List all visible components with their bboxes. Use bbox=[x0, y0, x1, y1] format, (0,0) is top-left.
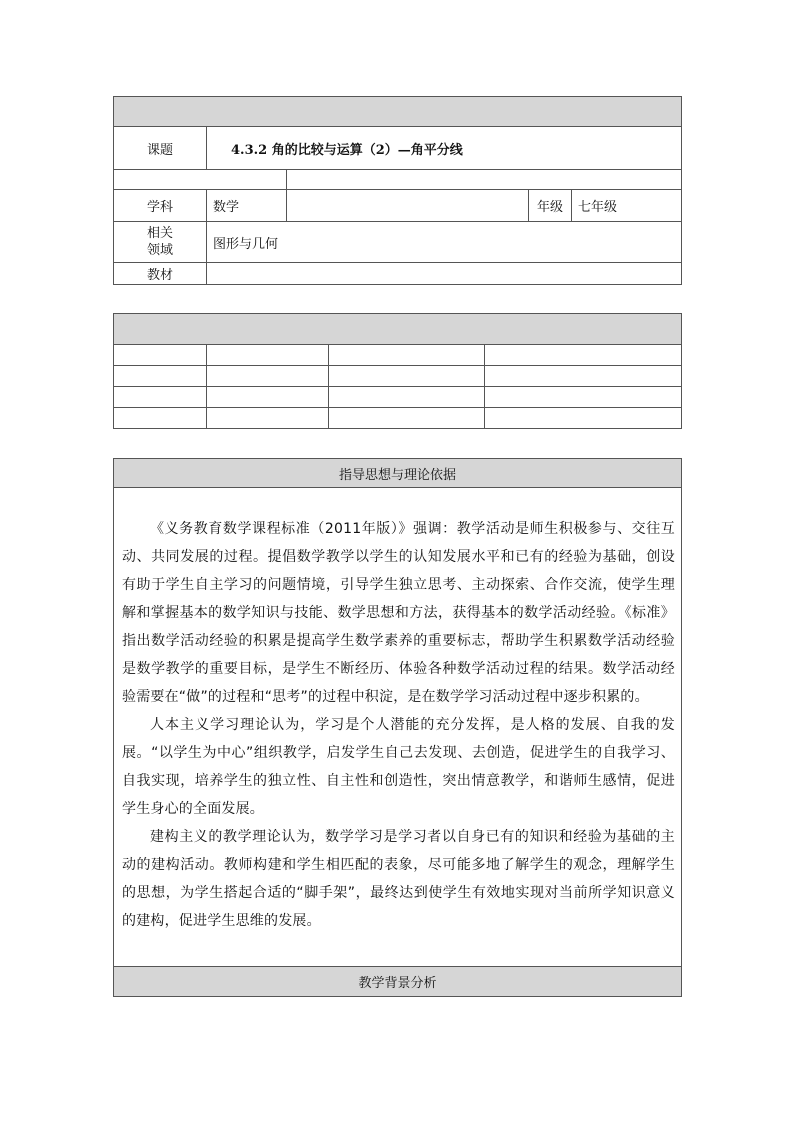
domain-value: 图形与几何 bbox=[207, 222, 682, 263]
table-row bbox=[114, 345, 682, 366]
guiding-heading: 指导思想与理论依据 bbox=[114, 459, 682, 488]
lesson-title: 4.3.2 角的比较与运算（2）—角平分线 bbox=[207, 127, 682, 170]
table-row bbox=[114, 408, 682, 429]
paragraph-constructivism: 建构主义的教学理论认为，数学学习是学习者以自身已有的知识和经验为基础的主动的建构活动。教师构建和学生相匹配的表象，尽可能多地了解学生的观念，理解学生的思想，为学生搭起合适的“脚手架”，最终达到使学生有效地实现对当前所学知识意义的建构，促进学生思维的发展。 bbox=[122, 829, 675, 929]
subject-value: 数学 bbox=[207, 190, 287, 222]
background-analysis-heading: 教学背景分析 bbox=[114, 967, 682, 997]
domain-label-line1: 相关 bbox=[146, 226, 173, 241]
subject-label: 学科 bbox=[114, 190, 207, 222]
info-header-bar bbox=[114, 97, 682, 127]
guiding-thought-table bbox=[113, 458, 682, 997]
table-row bbox=[114, 366, 682, 387]
grade-label: 年级 bbox=[529, 190, 572, 222]
blank-cell bbox=[114, 170, 287, 190]
guiding-body bbox=[114, 488, 682, 967]
paragraph-humanism: 人本主义学习理论认为，学习是个人潜能的充分发挥，是人格的发展、自我的发展。“以学生为中心”组织教学，启发学生自己去发现、去创造，促进学生的自我学习、自我实现，培养学生的独立性、自主性和创造性，突出情意教学，和谐师生感情，促进学生身心的全面发展。 bbox=[122, 717, 675, 817]
blank-cell bbox=[287, 190, 529, 222]
blank-cell bbox=[287, 170, 682, 190]
lesson-label: 课题 bbox=[114, 127, 207, 170]
table-row bbox=[114, 387, 682, 408]
lesson-info-table bbox=[113, 96, 682, 285]
textbook-label: 教材 bbox=[114, 263, 207, 285]
paragraph-standard: 《义务教育数学课程标准（2011年版）》强调：教学活动是师生积极参与、交往互动、共同发展的过程。提倡数学教学以学生的认知发展水平和已有的经验为基础，创设有助于学生自主学习的问题情境，引导学生独立思考、主动探索、合作交流，使学生理解和掌握基本的数学知识与技能、数学思想和方法，获得基本的数学活动经验。《标准》指出数学活动经验的积累是提高学生数学素养的重要标志，帮助学生积累数学活动经验是数学教学的重要目标，是学生不断经历、体验各种数学活动过程的结果。数学活动经验需要在“做”的过程和“思考”的过程中积淀，是在数学学习活动过程中逐步积累的。 bbox=[122, 521, 675, 705]
domain-label bbox=[114, 222, 207, 263]
grade-value: 七年级 bbox=[572, 190, 682, 222]
textbook-value bbox=[207, 263, 682, 285]
grid-header-bar bbox=[114, 314, 682, 345]
domain-label-line2: 领域 bbox=[146, 243, 173, 258]
empty-grid-table bbox=[113, 313, 682, 429]
